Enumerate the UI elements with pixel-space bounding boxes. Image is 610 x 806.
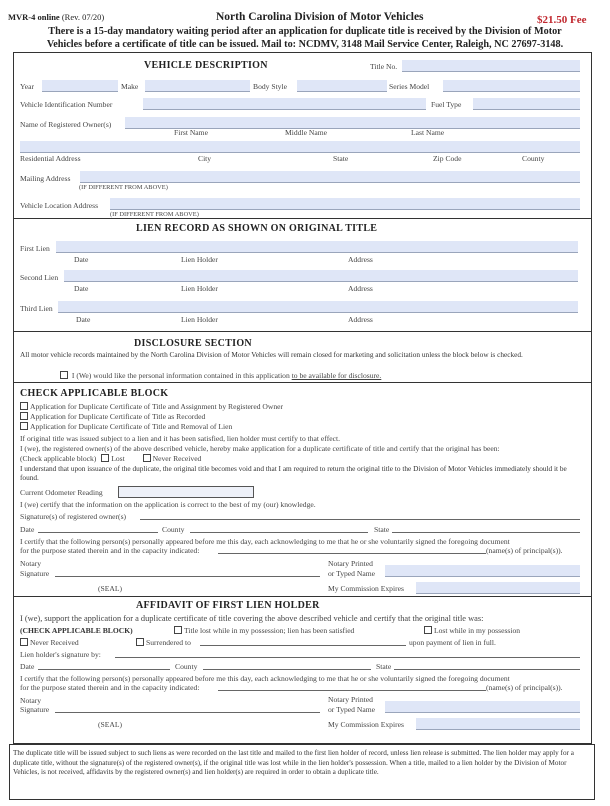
- second-lien-field[interactable]: [64, 270, 578, 282]
- lost-checkbox[interactable]: [101, 454, 109, 462]
- affidavit-date-label: Date: [20, 662, 35, 671]
- checkbox[interactable]: [174, 626, 182, 634]
- notice-line-2: Vehicles before a certificate of title can be issued. Mail to: NCDMV, 3148 Mail Service Center, Raleigh, NC 27697-3148.: [46, 39, 564, 50]
- county-line[interactable]: [190, 532, 368, 533]
- affidavit-signature-label: Signature: [20, 705, 50, 714]
- first-lien-field[interactable]: [56, 241, 578, 253]
- understand-text: I understand that upon issuance of the duplicate, the original title becomes void and that I am required to return the original title to the Division of Motor Vehicles immediately should it be found.: [20, 464, 567, 483]
- option-removal-of-lien[interactable]: Application for Duplicate Certificate of Title and Removal of Lien: [20, 422, 232, 431]
- fuel-type-field[interactable]: [473, 98, 580, 110]
- third-lien-label: Third Lien: [20, 304, 53, 313]
- first-lien-address-label: Address: [348, 255, 373, 264]
- affidavit-notary-certify: I certify that the following person(s) personally appeared before me this day, each acknowledging to me that he or she voluntarily signed the foregoing document: [20, 674, 510, 683]
- second-lien-holder-label: Lien Holder: [181, 284, 218, 293]
- affidavit-principals-line[interactable]: [218, 690, 486, 691]
- middle-name-label: Middle Name: [285, 128, 327, 137]
- lien-note: If original title was issued subject to a lien and it has been satisfied, lien holder must certify to that effect.: [20, 434, 340, 443]
- checkbox[interactable]: [20, 638, 28, 646]
- second-lien-address-label: Address: [348, 284, 373, 293]
- residential-address-label: Residential Address: [20, 154, 81, 163]
- fee-label: $21.50 Fee: [537, 14, 587, 26]
- option-as-recorded[interactable]: Application for Duplicate Certificate of Title as Recorded: [20, 412, 205, 421]
- second-lien-label: Second Lien: [20, 273, 59, 282]
- checkbox[interactable]: [20, 402, 28, 410]
- body-style-field[interactable]: [297, 80, 387, 92]
- footer-text: The duplicate title will be issued subject to such liens as were recorded on the last title and mailed to the first lien holder of record, unless lien release is submitted. The lien holder may apply for a duplicate title, without the signature(s) of the registered owner(s), if the original title was lost while in the lien holder's possession. When a title, mailed to a lien holder by the Division of Motor Vehicles, is not received, affidavits by the registered owner(s) and lien holder(s) are required in order to obtain a duplicate title.: [13, 749, 574, 777]
- year-label: Year: [20, 82, 34, 91]
- location-address-field[interactable]: [110, 198, 580, 210]
- title-no-label: Title No.: [370, 62, 398, 71]
- section-check-applicable: CHECK APPLICABLE BLOCK: [20, 388, 169, 399]
- notice-line-1: There is a 15-day mandatory waiting period after an application for duplicate title is received by the Division of Motor: [48, 26, 562, 37]
- notary-label: Notary: [20, 559, 42, 568]
- location-note: (IF DIFFERENT FROM ABOVE): [110, 211, 199, 218]
- mailing-address-field[interactable]: [80, 171, 580, 183]
- section-disclosure: DISCLOSURE SECTION: [134, 338, 252, 349]
- zip-label: Zip Code: [433, 154, 462, 163]
- county-label: County: [162, 525, 185, 534]
- location-address-label: Vehicle Location Address: [20, 201, 99, 210]
- third-lien-holder-label: Lien Holder: [181, 315, 218, 324]
- typed-name-label: or Typed Name: [328, 569, 375, 578]
- title-no-field[interactable]: [402, 60, 580, 72]
- option-lost-possession[interactable]: Title lost while in my possession; lien has been satisfied: [174, 626, 354, 635]
- date-label: Date: [20, 525, 35, 534]
- year-field[interactable]: [42, 80, 118, 92]
- option-never-received[interactable]: Never Received: [20, 638, 79, 647]
- agency-title: North Carolina Division of Motor Vehicles: [216, 11, 424, 23]
- typed-name-field[interactable]: [385, 565, 580, 577]
- affidavit-principals-label: (name(s) of principal(s)).: [486, 683, 563, 692]
- make-field[interactable]: [145, 80, 250, 92]
- checkbox[interactable]: [20, 412, 28, 420]
- check-block-row: (Check applicable block) Lost Never Received: [20, 454, 202, 463]
- signatures-line[interactable]: [140, 519, 580, 520]
- seal-label: (SEAL): [98, 584, 123, 593]
- odometer-label: Current Odometer Reading: [20, 488, 103, 497]
- affidavit-typed-name-field[interactable]: [385, 701, 580, 713]
- affidavit-commission-field[interactable]: [416, 718, 580, 730]
- disclosure-checkbox[interactable]: [60, 371, 68, 379]
- upon-payment-label: upon payment of lien in full.: [409, 638, 496, 647]
- lien-signature-line[interactable]: [115, 657, 580, 658]
- city-label: City: [198, 154, 212, 163]
- lien-signature-label: Lien holder's signature by:: [20, 650, 101, 659]
- affidavit-support-text: I (we), support the application for a duplicate certificate of title covering the above described vehicle and certify that the original title was:: [20, 614, 484, 623]
- notary-printed-label: Notary Printed: [328, 559, 373, 568]
- divider: [13, 382, 591, 383]
- first-lien-label: First Lien: [20, 244, 50, 253]
- commission-label: My Commission Expires: [328, 584, 404, 593]
- first-name-label: First Name: [174, 128, 208, 137]
- affidavit-check-block: (CHECK APPLICABLE BLOCK): [20, 626, 133, 635]
- form-id: MVR-4 online (Rev. 07/20): [8, 12, 105, 22]
- state-label: State: [333, 154, 349, 163]
- affidavit-notary-printed-label: Notary Printed: [328, 695, 373, 704]
- signature-label: Signature: [20, 569, 50, 578]
- affidavit-state-label: State: [376, 662, 392, 671]
- never-received-checkbox[interactable]: [143, 454, 151, 462]
- signatures-label: Signature(s) of registered owner(s): [20, 512, 127, 521]
- second-lien-date-label: Date: [74, 284, 89, 293]
- correct-text: I (we) certify that the information on the application is correct to the best of my (our) knowledge.: [20, 500, 316, 509]
- disclosure-text: All motor vehicle records maintained by the North Carolina Division of Motor Vehicles will remain closed for marketing and solicitation unless the block below is checked.: [20, 350, 523, 359]
- affidavit-date-line[interactable]: [38, 669, 170, 670]
- first-lien-date-label: Date: [74, 255, 89, 264]
- section-lien-record: LIEN RECORD AS SHOWN ON ORIGINAL TITLE: [136, 223, 378, 234]
- divider: [13, 596, 591, 597]
- notary-certify-text: I certify that the following person(s) personally appeared before me this day, each acknowledging to me that he or she voluntarily signed the foregoing document: [20, 537, 510, 546]
- affidavit-notary-label: Notary: [20, 696, 42, 705]
- affidavit-seal-label: (SEAL): [98, 720, 123, 729]
- disclosure-checkbox-row[interactable]: I (We) would like the personal information contained in this application to be available for disclosure.: [60, 371, 381, 380]
- model-field[interactable]: [443, 80, 580, 92]
- principals-line[interactable]: [218, 553, 486, 554]
- option-lost-while[interactable]: Lost while in my possession: [424, 626, 520, 635]
- notary-signature-line[interactable]: [55, 576, 320, 577]
- mailing-note: (IF DIFFERENT FROM ABOVE): [79, 184, 168, 191]
- model-label: Series Model: [389, 82, 430, 91]
- odometer-field[interactable]: [118, 486, 254, 498]
- affidavit-county-line[interactable]: [203, 669, 371, 670]
- vin-field[interactable]: [143, 98, 426, 110]
- owner-name-label: Name of Registered Owner(s): [20, 120, 112, 129]
- affidavit-state-line[interactable]: [394, 669, 580, 670]
- residential-address-field[interactable]: [20, 141, 580, 153]
- date-line[interactable]: [38, 532, 158, 533]
- third-lien-field[interactable]: [58, 301, 578, 313]
- affidavit-commission-label: My Commission Expires: [328, 720, 404, 729]
- divider: [13, 218, 591, 219]
- surrendered-to-line[interactable]: [200, 645, 406, 646]
- section-vehicle-description: VEHICLE DESCRIPTION: [144, 60, 268, 71]
- first-lien-holder-label: Lien Holder: [181, 255, 218, 264]
- last-name-label: Last Name: [411, 128, 445, 137]
- checkbox[interactable]: [424, 626, 432, 634]
- divider: [13, 331, 591, 332]
- county-label: County: [522, 154, 545, 163]
- option-assignment[interactable]: Application for Duplicate Certificate of Title and Assignment by Registered Owner: [20, 402, 283, 411]
- checkbox[interactable]: [20, 422, 28, 430]
- affidavit-purpose: for the purpose stated therein and in the capacity indicated:: [20, 683, 200, 692]
- make-label: Make: [121, 82, 139, 91]
- affidavit-notary-signature-line[interactable]: [55, 712, 320, 713]
- commission-field[interactable]: [416, 582, 580, 594]
- purpose-text: for the purpose stated therein and in the capacity indicated:: [20, 546, 200, 555]
- checkbox[interactable]: [136, 638, 144, 646]
- option-surrendered[interactable]: Surrendered to: [136, 638, 191, 647]
- certify-text: I (we), the registered owner(s) of the above described vehicle, hereby make application for a duplicate certificate of title and certify that the original has been:: [20, 444, 500, 453]
- third-lien-address-label: Address: [348, 315, 373, 324]
- third-lien-date-label: Date: [76, 315, 91, 324]
- state-label: State: [374, 525, 390, 534]
- section-affidavit: AFFIDAVIT OF FIRST LIEN HOLDER: [136, 600, 320, 611]
- principals-label: (name(s) of principal(s)).: [486, 546, 563, 555]
- affidavit-county-label: County: [175, 662, 198, 671]
- mailing-address-label: Mailing Address: [20, 174, 71, 183]
- body-style-label: Body Style: [253, 82, 287, 91]
- state-line[interactable]: [392, 532, 580, 533]
- affidavit-typed-name-label: or Typed Name: [328, 705, 375, 714]
- fuel-type-label: Fuel Type: [431, 100, 462, 109]
- vin-label: Vehicle Identification Number: [20, 100, 113, 109]
